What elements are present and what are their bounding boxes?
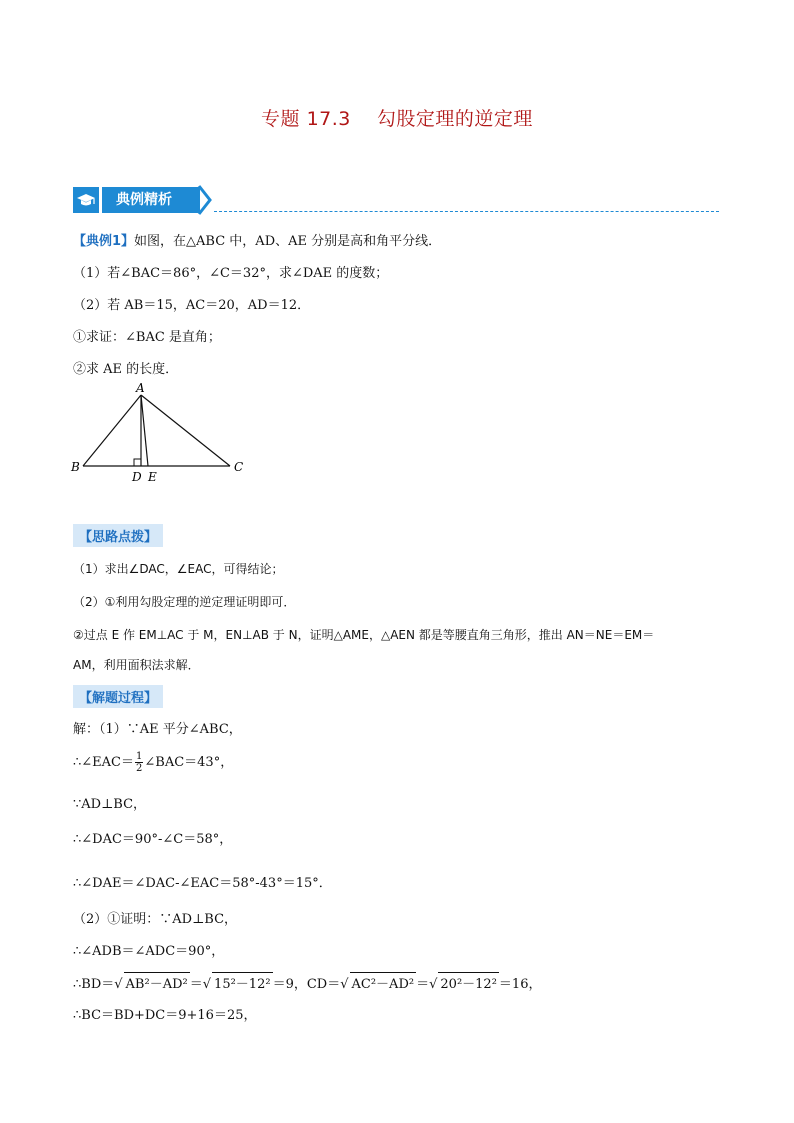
solution-line-4: ∴∠DAC＝90°-∠C＝58°， — [73, 832, 233, 847]
section-header: 典例精析 — [102, 187, 200, 213]
fraction-half: $\frac{1}{2}$ — [136, 751, 143, 774]
graduation-cap-icon — [73, 187, 99, 213]
right-angle-mark — [134, 459, 141, 466]
label-b: B — [71, 460, 80, 474]
section-divider — [214, 211, 719, 212]
solution-line-8: ∴BD＝√ AB²－AD² ＝√ 15²－12² ＝9，CD＝√ AC²－AD² ＝√ 20²－12² ＝16， — [73, 972, 541, 992]
label-d: D — [132, 470, 142, 484]
solution-tag: 【解题过程】 — [73, 685, 163, 708]
triangle-figure — [66, 378, 256, 488]
solution-line-2: ∴∠EAC＝ $\frac{1}{2}$ ∠BAC＝43°， — [73, 751, 234, 774]
example-part2a: ①求证：∠BAC 是直角； — [73, 330, 221, 345]
hint-line-3: ②过点 E 作 EM⊥AC 于 M，EN⊥AB 于 N，证明△AME，△AEN 都是等腰直角三角形，推出 AN＝NE＝EM＝ — [73, 628, 655, 642]
example-intro: 【典例1】如图，在△ABC 中，AD、AE 分别是高和角平分线． — [73, 234, 442, 249]
example-part2: （2）若 AB＝15，AC＝20，AD＝12． — [73, 298, 311, 313]
side-ab — [83, 395, 141, 466]
page-title: 专题 17.3 勾股定理的逆定理 — [261, 108, 533, 130]
example-part2b: ②求 AE 的长度． — [73, 362, 179, 377]
hint-tag: 【思路点拨】 — [73, 524, 163, 547]
solution-line-7: ∴∠ADB＝∠ADC＝90°， — [73, 944, 225, 959]
chevron-right-icon — [196, 184, 216, 216]
solution-line-5: ∴∠DAE＝∠DAC-∠EAC＝58°-43°＝15°． — [73, 876, 332, 891]
solution-line-1: 解：（1）∵AE 平分∠ABC， — [73, 722, 242, 737]
label-e: E — [148, 470, 157, 484]
bisector-ae — [141, 395, 148, 466]
label-a: A — [136, 381, 145, 395]
solution-line-9: ∴BC＝BD+DC＝9+16＝25， — [73, 1008, 257, 1023]
solution-line-3: ∵AD⊥BC， — [73, 797, 147, 812]
hint-line-2: （2）①利用勾股定理的逆定理证明即可． — [73, 595, 296, 609]
hint-line-4: AM，利用面积法求解． — [73, 658, 200, 672]
side-ac — [141, 395, 230, 466]
example-part1: （1）若∠BAC＝86°，∠C＝32°，求∠DAE 的度数； — [73, 266, 389, 281]
example-tag: 【典例1】 — [73, 234, 135, 249]
hint-line-1: （1）求出∠DAC，∠EAC，可得结论； — [73, 562, 284, 576]
solution-line-6: （2）①证明：∵AD⊥BC， — [73, 912, 238, 927]
label-c: C — [234, 460, 244, 474]
